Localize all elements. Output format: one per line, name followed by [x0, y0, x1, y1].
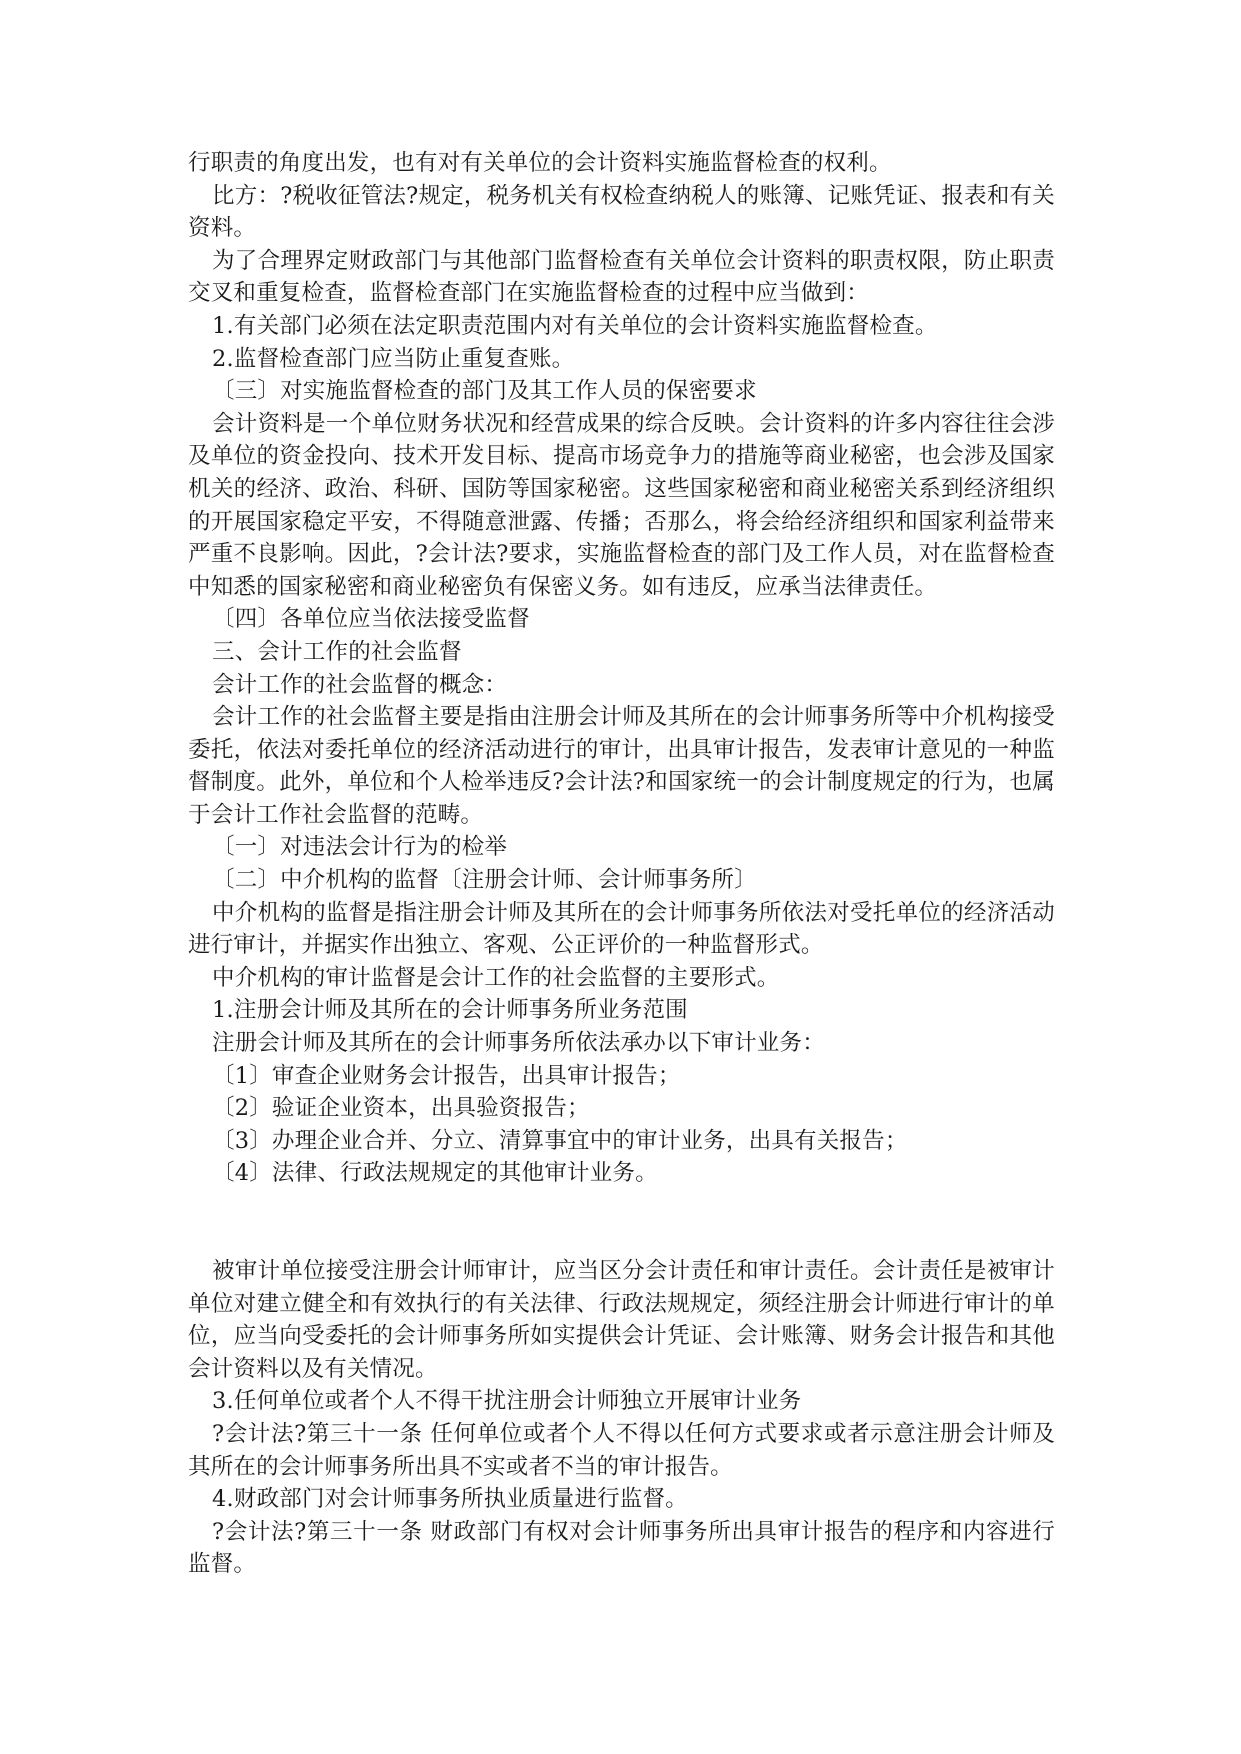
paragraph: 2.监督检查部门应当防止重复查账。: [212, 345, 575, 372]
blank-line: [188, 1206, 1055, 1239]
paragraph: 三、会计工作的社会监督: [212, 638, 462, 665]
paragraph: 会计工作的社会监督主要是指由注册会计师及其所在的会计师事务所等中介机构接受委托，依法对委托单位的经济活动进行的审计，出具审计报告，发表审计意见的一种监督制度。此外，单位和个人检举违反?会计法?和国家统一的会计制度规定的行为，也属于会计工作社会监督的范畴。: [188, 704, 1055, 828]
paragraph: 〔4〕法律、行政法规规定的其他审计业务。: [212, 1160, 658, 1187]
paragraph: 比方：?税收征管法?规定，税务机关有权检查纳税人的账簿、记账凭证、报表和有关资料。: [188, 182, 1055, 242]
paragraph: 注册会计师及其所在的会计师事务所依法承办以下审计业务：: [212, 1030, 825, 1057]
paragraph: 会计工作的社会监督的概念：: [212, 671, 508, 698]
paragraph: 被审计单位接受注册会计师审计，应当区分会计责任和审计责任。会计责任是被审计单位对建立健全和有效执行的有关法律、行政法规规定，须经注册会计师进行审计的单位，应当向受委托的会计师事务所如实提供会计凭证、会计账簿、财务会计报告和其他会计资料以及有关情况。: [188, 1258, 1055, 1382]
paragraph: 1.有关部门必须在法定职责范围内对有关单位的会计资料实施监督检查。: [212, 312, 938, 339]
paragraph: 会计资料是一个单位财务状况和经营成果的综合反映。会计资料的许多内容往往会涉及单位的资金投向、技术开发目标、提高市场竞争力的措施等商业秘密，也会涉及国家机关的经济、政治、科研、国防等国家秘密。这些国家秘密和商业秘密关系到经济组织的开展国家稳定平安，不得随意泄露、传播；否那么，将会给经济组织和国家利益带来严重不良影响。因此，?会计法?要求，实施监督检查的部门及工作人员，对在监督检查中知悉的国家秘密和商业秘密负有保密义务。如有违反，应承当法律责任。: [188, 410, 1055, 600]
paragraph: 行职责的角度出发，也有对有关单位的会计资料实施监督检查的权利。: [188, 150, 892, 176]
paragraph: 3.任何单位或者个人不得干扰注册会计师独立开展审计业务: [212, 1388, 802, 1415]
paragraph: 中介机构的审计监督是会计工作的社会监督的主要形式。: [212, 964, 780, 991]
paragraph: 4.财政部门对会计师事务所执业质量进行监督。: [212, 1486, 688, 1513]
paragraph: 〔四〕各单位应当依法接受监督: [212, 606, 530, 633]
paragraph: 〔二〕中介机构的监督〔注册会计师、会计师事务所〕: [212, 867, 757, 894]
paragraph: 1.注册会计师及其所在的会计师事务所业务范围: [212, 997, 688, 1024]
paragraph: 〔3〕办理企业合并、分立、清算事宜中的审计业务，出具有关报告；: [212, 1127, 908, 1154]
paragraph: 为了合理界定财政部门与其他部门监督检查有关单位会计资料的职责权限，防止职责交叉和重复检查，监督检查部门在实施监督检查的过程中应当做到：: [188, 247, 1055, 307]
paragraph: 中介机构的监督是指注册会计师及其所在的会计师事务所依法对受托单位的经济活动进行审计，并据实作出独立、客观、公正评价的一种监督形式。: [188, 899, 1055, 959]
document-page: [188, 147, 1055, 1581]
paragraph: 〔一〕对违法会计行为的检举: [212, 834, 508, 861]
paragraph: 〔2〕验证企业资本，出具验资报告；: [212, 1095, 590, 1122]
paragraph: 〔三〕对实施监督检查的部门及其工作人员的保密要求: [212, 378, 757, 405]
paragraph: ?会计法?第三十一条 任何单位或者个人不得以任何方式要求或者示意注册会计师及其所在的会计师事务所出具不实或者不当的审计报告。: [188, 1420, 1055, 1480]
paragraph: ?会计法?第三十一条 财政部门有权对会计师事务所出具审计报告的程序和内容进行监督。: [188, 1518, 1055, 1578]
paragraph: 〔1〕审查企业财务会计报告，出具审计报告；: [212, 1062, 681, 1089]
